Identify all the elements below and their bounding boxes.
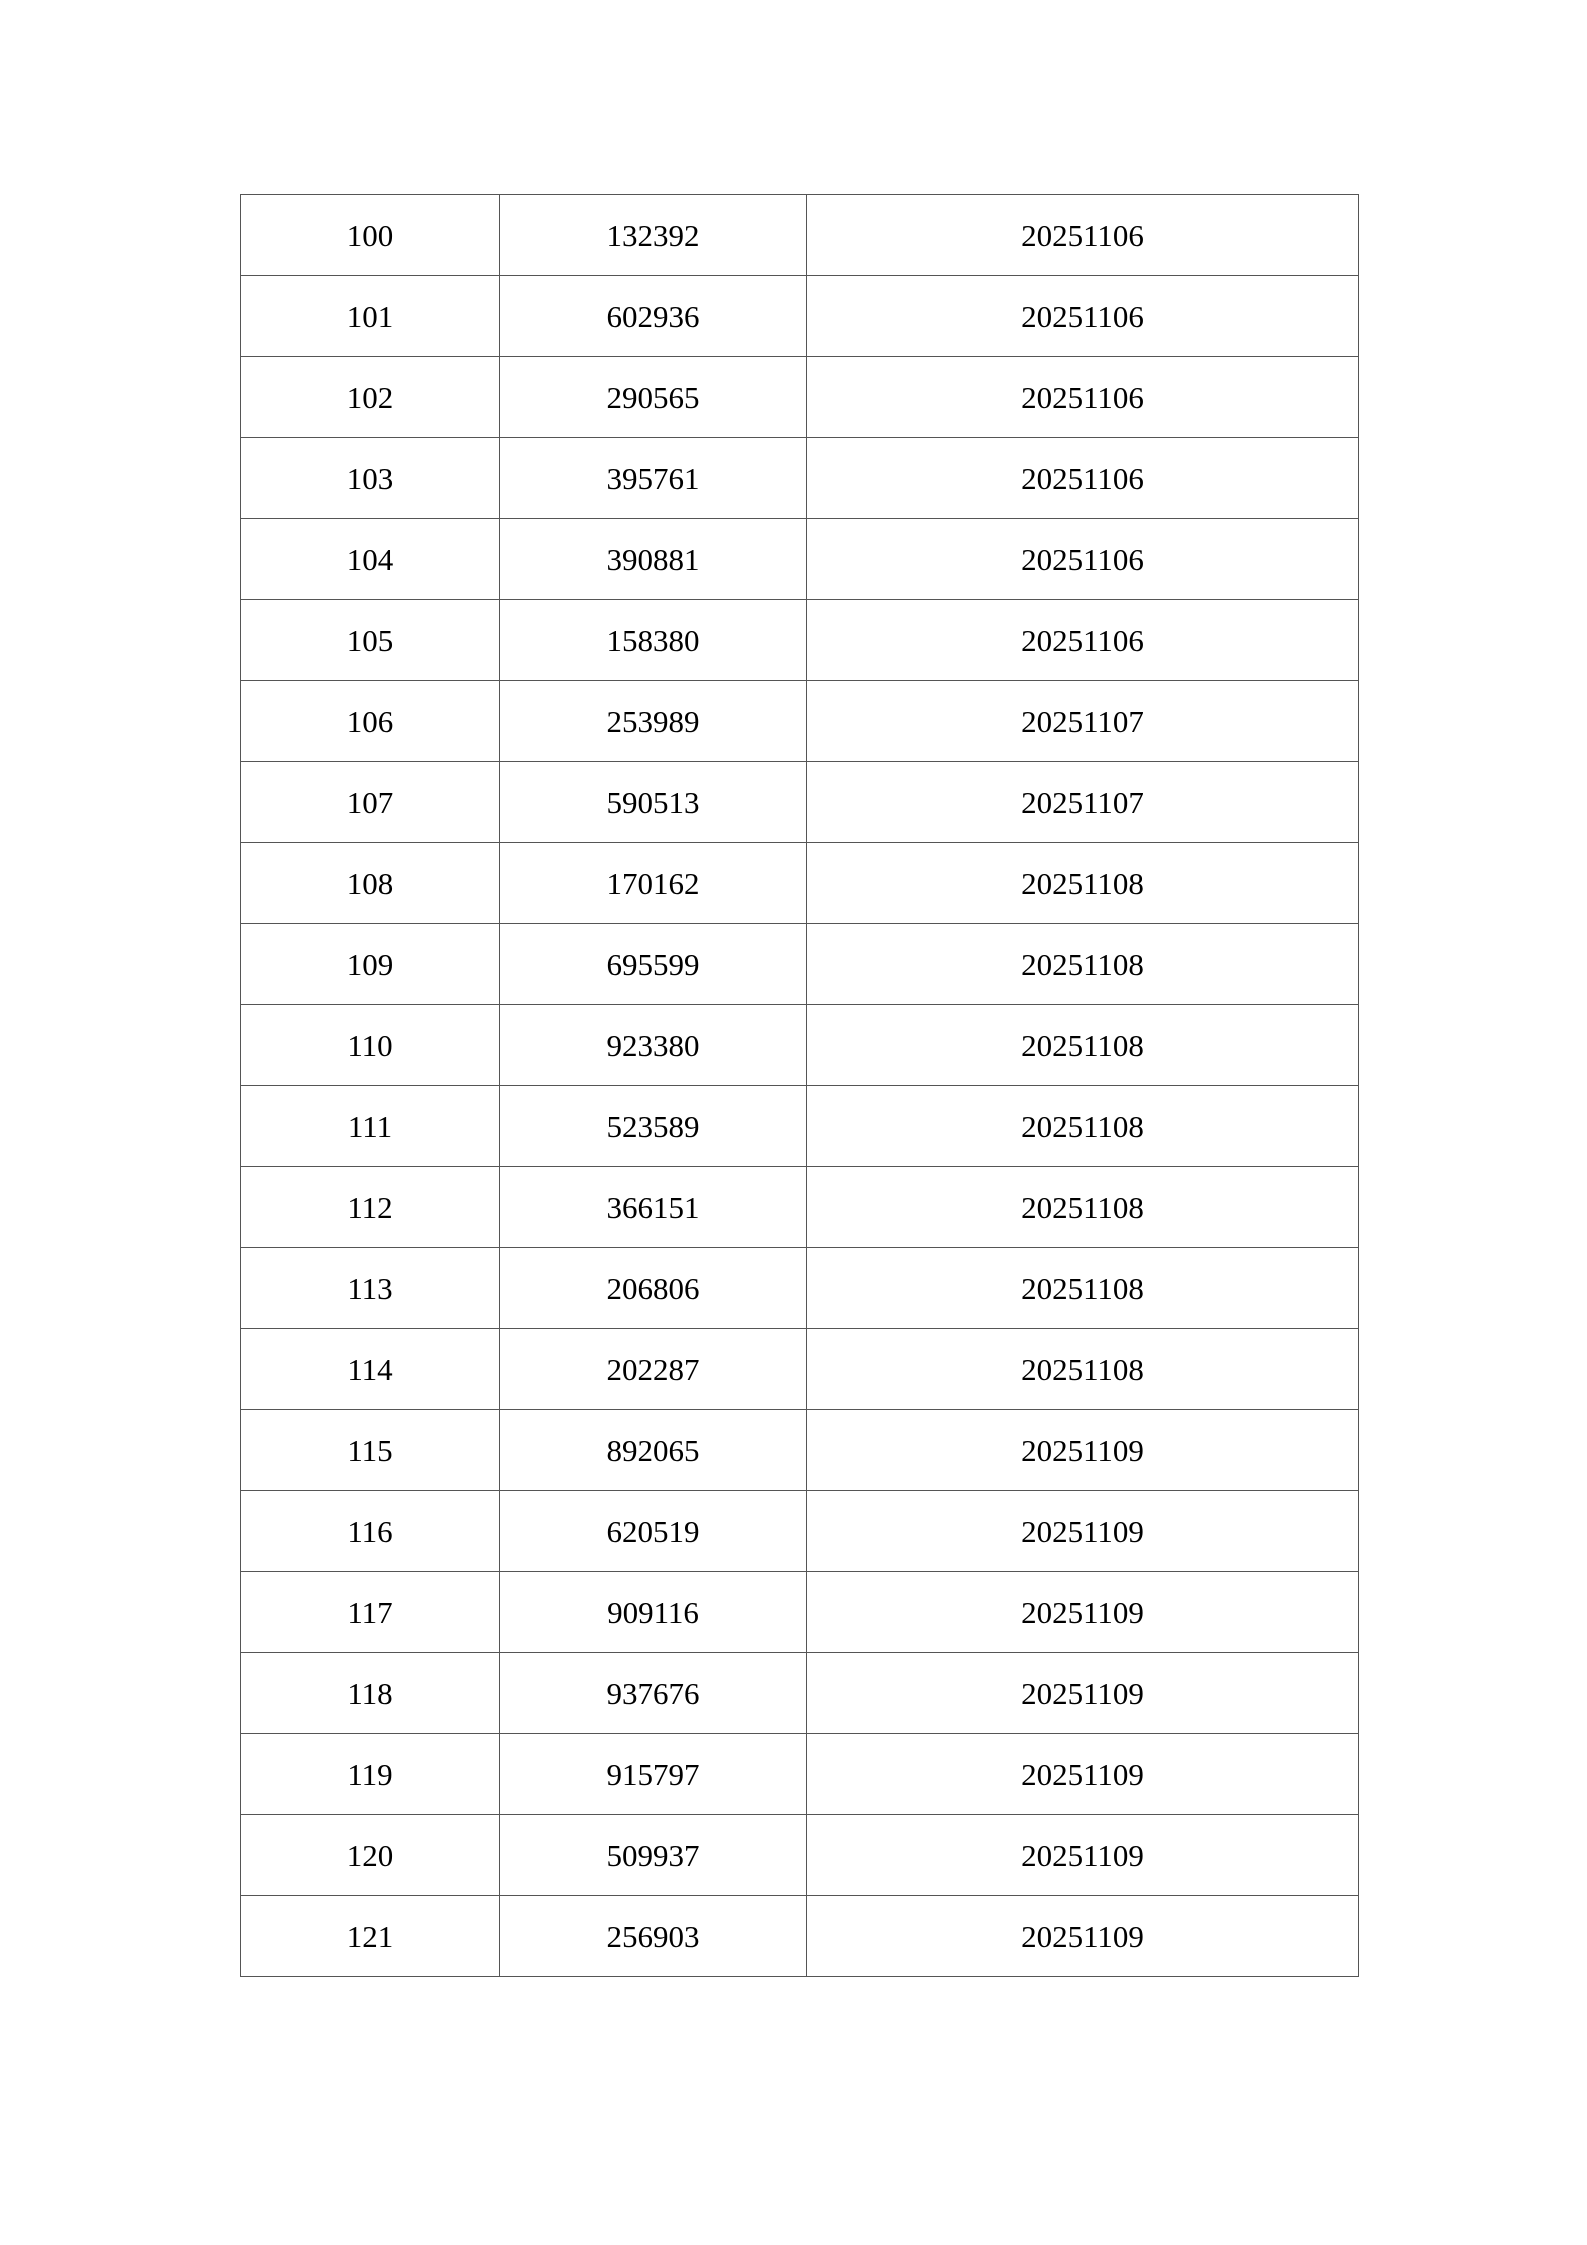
date-cell: 20251107: [807, 762, 1359, 843]
date-cell: 20251109: [807, 1653, 1359, 1734]
row-number-cell: 120: [241, 1815, 500, 1896]
row-number-cell: 118: [241, 1653, 500, 1734]
table-row: [241, 519, 1359, 600]
date-cell: 20251109: [807, 1896, 1359, 1977]
code-cell: 206806: [500, 1248, 807, 1329]
date-cell: 20251106: [807, 357, 1359, 438]
table-row: [241, 924, 1359, 1005]
date-cell: 20251106: [807, 276, 1359, 357]
date-cell: 20251106: [807, 519, 1359, 600]
code-cell: 253989: [500, 681, 807, 762]
row-number-cell: 116: [241, 1491, 500, 1572]
code-cell: 915797: [500, 1734, 807, 1815]
code-cell: 132392: [500, 195, 807, 276]
row-number-cell: 112: [241, 1167, 500, 1248]
row-number-cell: 113: [241, 1248, 500, 1329]
row-number-cell: 107: [241, 762, 500, 843]
code-cell: 366151: [500, 1167, 807, 1248]
table-row: [241, 1815, 1359, 1896]
row-number-cell: 115: [241, 1410, 500, 1491]
table-row: [241, 681, 1359, 762]
code-cell: 602936: [500, 276, 807, 357]
table-row: [241, 1896, 1359, 1977]
code-cell: 170162: [500, 843, 807, 924]
code-cell: 509937: [500, 1815, 807, 1896]
code-cell: 290565: [500, 357, 807, 438]
date-cell: 20251106: [807, 195, 1359, 276]
table-row: [241, 1086, 1359, 1167]
code-cell: 390881: [500, 519, 807, 600]
code-cell: 590513: [500, 762, 807, 843]
row-number-cell: 108: [241, 843, 500, 924]
table-row: [241, 1167, 1359, 1248]
table-row: [241, 1491, 1359, 1572]
date-cell: 20251108: [807, 1167, 1359, 1248]
date-cell: 20251109: [807, 1734, 1359, 1815]
row-number-cell: 106: [241, 681, 500, 762]
row-number-cell: 114: [241, 1329, 500, 1410]
table-row: [241, 762, 1359, 843]
code-cell: 923380: [500, 1005, 807, 1086]
table-row: [241, 1329, 1359, 1410]
code-cell: 937676: [500, 1653, 807, 1734]
table-row: [241, 843, 1359, 924]
table-row: [241, 357, 1359, 438]
date-cell: 20251109: [807, 1491, 1359, 1572]
row-number-cell: 105: [241, 600, 500, 681]
code-cell: 620519: [500, 1491, 807, 1572]
date-cell: 20251107: [807, 681, 1359, 762]
table-body: [241, 195, 1359, 1977]
date-cell: 20251109: [807, 1815, 1359, 1896]
date-cell: 20251109: [807, 1572, 1359, 1653]
date-cell: 20251108: [807, 843, 1359, 924]
code-cell: 695599: [500, 924, 807, 1005]
code-cell: 202287: [500, 1329, 807, 1410]
row-number-cell: 117: [241, 1572, 500, 1653]
code-cell: 256903: [500, 1896, 807, 1977]
table-row: [241, 1248, 1359, 1329]
table-row: [241, 438, 1359, 519]
code-cell: 395761: [500, 438, 807, 519]
code-cell: 892065: [500, 1410, 807, 1491]
code-cell: 523589: [500, 1086, 807, 1167]
row-number-cell: 103: [241, 438, 500, 519]
table-row: [241, 195, 1359, 276]
table-row: [241, 1410, 1359, 1491]
data-table: [240, 194, 1359, 1977]
date-cell: 20251108: [807, 1005, 1359, 1086]
date-cell: 20251108: [807, 924, 1359, 1005]
row-number-cell: 110: [241, 1005, 500, 1086]
row-number-cell: 121: [241, 1896, 500, 1977]
table-row: [241, 1653, 1359, 1734]
row-number-cell: 111: [241, 1086, 500, 1167]
date-cell: 20251109: [807, 1410, 1359, 1491]
table-row: [241, 1005, 1359, 1086]
row-number-cell: 102: [241, 357, 500, 438]
row-number-cell: 109: [241, 924, 500, 1005]
code-cell: 158380: [500, 600, 807, 681]
date-cell: 20251108: [807, 1086, 1359, 1167]
date-cell: 20251106: [807, 438, 1359, 519]
row-number-cell: 104: [241, 519, 500, 600]
row-number-cell: 119: [241, 1734, 500, 1815]
table-row: [241, 1734, 1359, 1815]
table-row: [241, 600, 1359, 681]
table-row: [241, 276, 1359, 357]
date-cell: 20251108: [807, 1329, 1359, 1410]
date-cell: 20251108: [807, 1248, 1359, 1329]
date-cell: 20251106: [807, 600, 1359, 681]
row-number-cell: 100: [241, 195, 500, 276]
row-number-cell: 101: [241, 276, 500, 357]
code-cell: 909116: [500, 1572, 807, 1653]
table-row: [241, 1572, 1359, 1653]
